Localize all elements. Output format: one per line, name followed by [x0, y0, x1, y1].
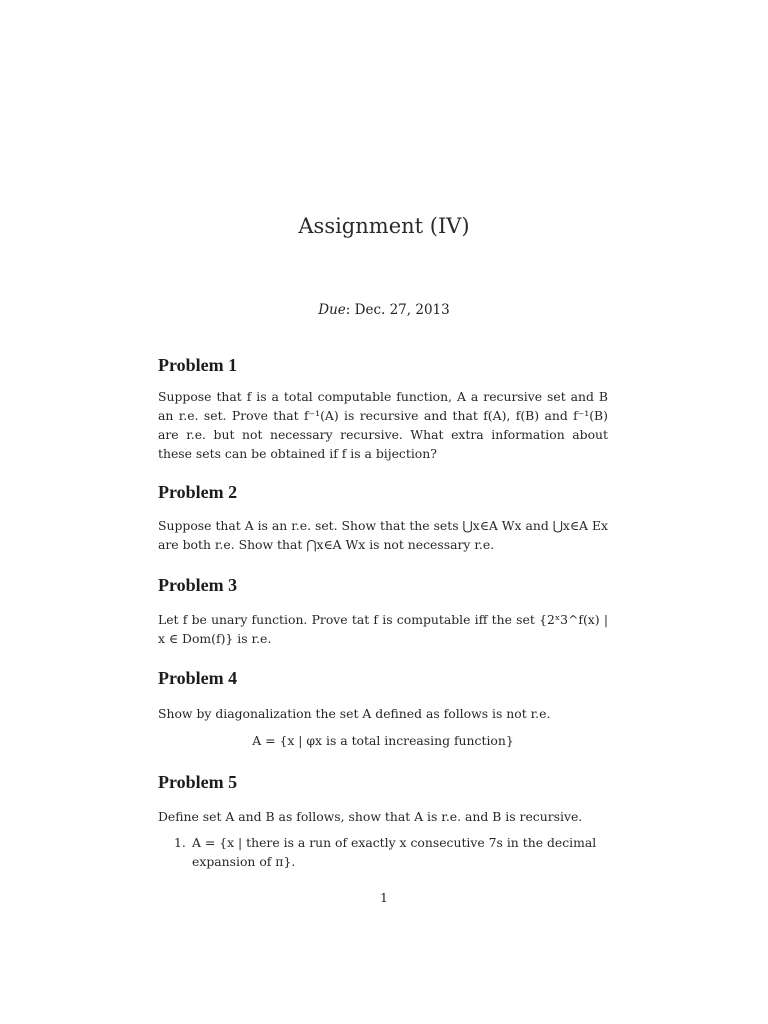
- due-date: [0, 302, 768, 318]
- due-separator: :: [345, 302, 351, 318]
- problem-5-list-item-1: [174, 833, 608, 871]
- problem-2-text: Suppose that A is an r.e. set. Show that the sets ⋃x∈A Wx and ⋃x∈A Ex are both r.e. Show that ⋂x∈A Wx is not necessary r.e.: [158, 518, 608, 552]
- problem-2-heading: Problem 2: [158, 482, 238, 502]
- problem-5-text: Define set A and B as follows, show that A is r.e. and B is recursive.: [158, 809, 583, 824]
- problem-1-heading: Problem 1: [158, 355, 238, 375]
- problem-4-text: Show by diagonalization the set A defined as follows is not r.e.: [158, 706, 551, 721]
- list-item-number: 1.: [174, 835, 186, 850]
- problem-3-text: Let f be unary function. Prove tat f is computable iff the set {2ˣ3^f(x) | x ∈ Dom(f)} is r.e.: [158, 612, 608, 646]
- due-label: Due: [318, 302, 346, 318]
- problem-4-display-equation: A = {x | φx is a total increasing function}: [252, 733, 514, 748]
- problem-3-heading: Problem 3: [158, 575, 238, 595]
- page-number: 1: [380, 890, 388, 905]
- document-title: Assignment (IV): [298, 214, 470, 238]
- problem-1-text: Suppose that f is a total computable function, A a recursive set and B an r.e. set. Prove that f⁻¹(A) is recursive and that f(A), f(B) and f⁻¹(B) are r.e. but not necessary recursive. What extra information about these sets can be obtained if f is a bijection?: [158, 389, 608, 461]
- problem-4-heading: Problem 4: [158, 668, 238, 688]
- list-item-text: A = {x | there is a run of exactly x consecutive 7s in the decimal expansion of π}.: [192, 835, 597, 869]
- due-value: Dec. 27, 2013: [354, 302, 450, 318]
- problem-5-heading: Problem 5: [158, 772, 238, 792]
